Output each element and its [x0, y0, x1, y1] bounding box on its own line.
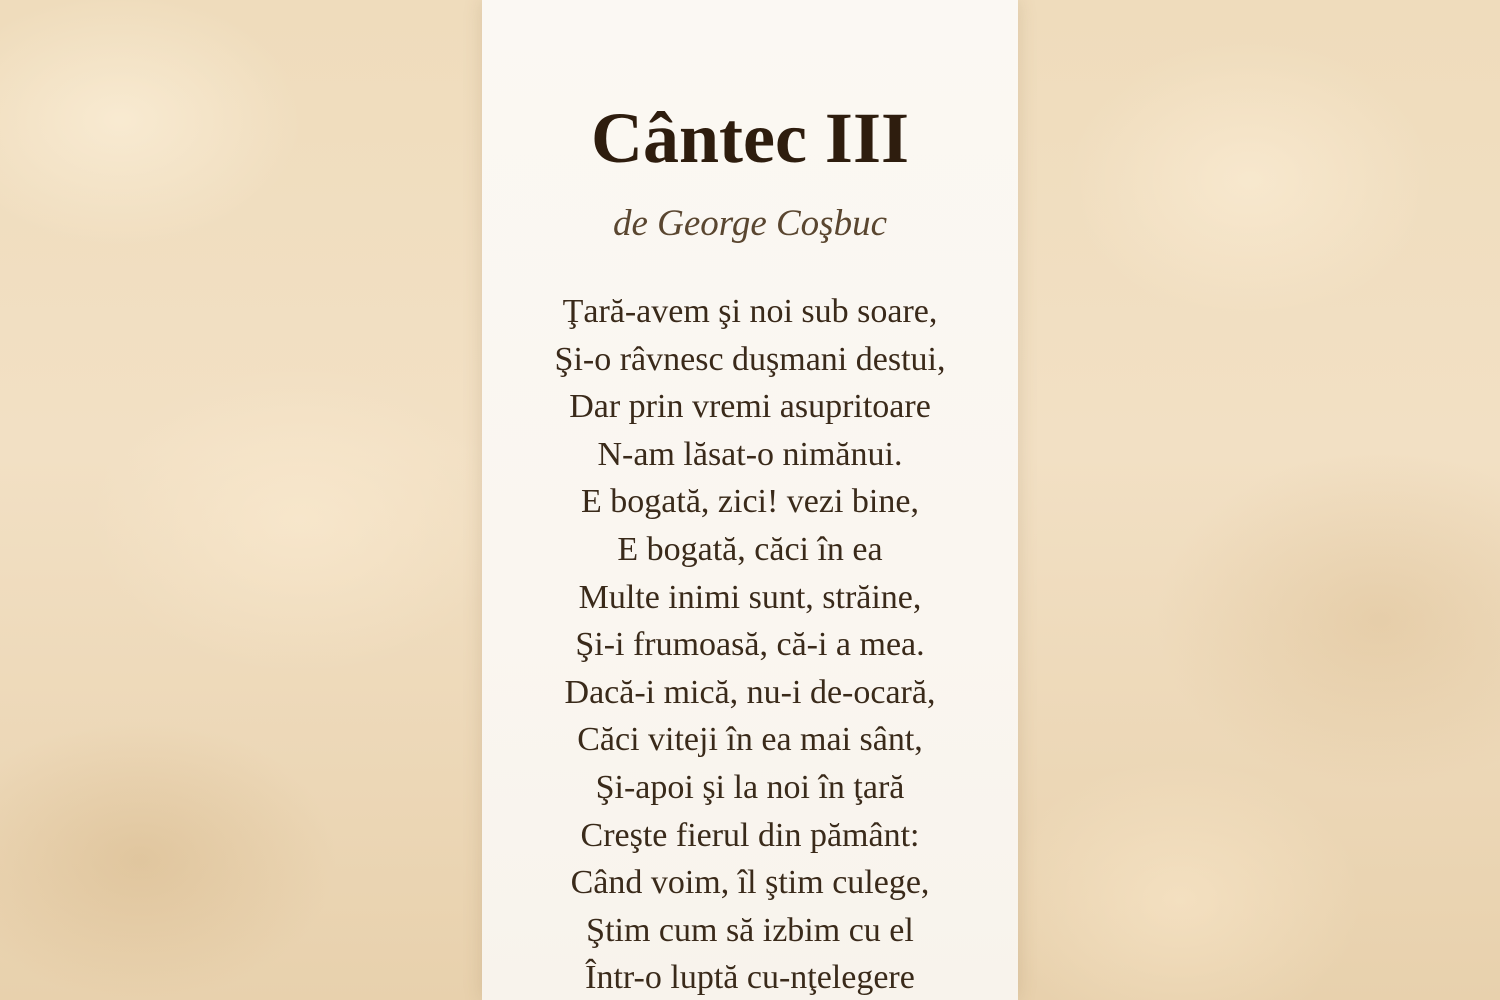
poem-line: Şi-o râvnesc duşmani destui,	[554, 340, 946, 378]
poem-line: Când voim, îl ştim culege,	[570, 864, 930, 902]
poem-line: Într-o luptă cu-nţelegere	[585, 959, 915, 997]
poem-title: Cântec III	[591, 98, 909, 178]
poem-line: Căci viteji în ea mai sânt,	[577, 721, 923, 759]
poem-line: N-am lăsat-o nimănui.	[597, 435, 903, 473]
poem-line: Şi-i frumoasă, că-i a mea.	[575, 626, 925, 664]
poem-line: Multe inimi sunt, străine,	[578, 578, 922, 616]
poem-line: Şi-apoi şi la noi în ţară	[595, 768, 905, 806]
poem-lines	[482, 288, 1018, 1000]
poem-line: E bogată, zici! vezi bine,	[581, 483, 919, 521]
poem-line: Dacă-i mică, nu-i de-ocară,	[564, 673, 936, 711]
poem-line: Creşte fierul din pământ:	[580, 816, 920, 854]
poem-author: de George Coşbuc	[612, 203, 887, 244]
poem-line: Ştim cum să izbim cu el	[586, 911, 914, 949]
poem-line: E bogată, căci în ea	[617, 530, 883, 568]
poem-line: Dar prin vremi asupritoare	[569, 388, 931, 426]
poem-page	[482, 0, 1018, 1000]
poem-line: Ţară-avem şi noi sub soare,	[562, 293, 938, 330]
